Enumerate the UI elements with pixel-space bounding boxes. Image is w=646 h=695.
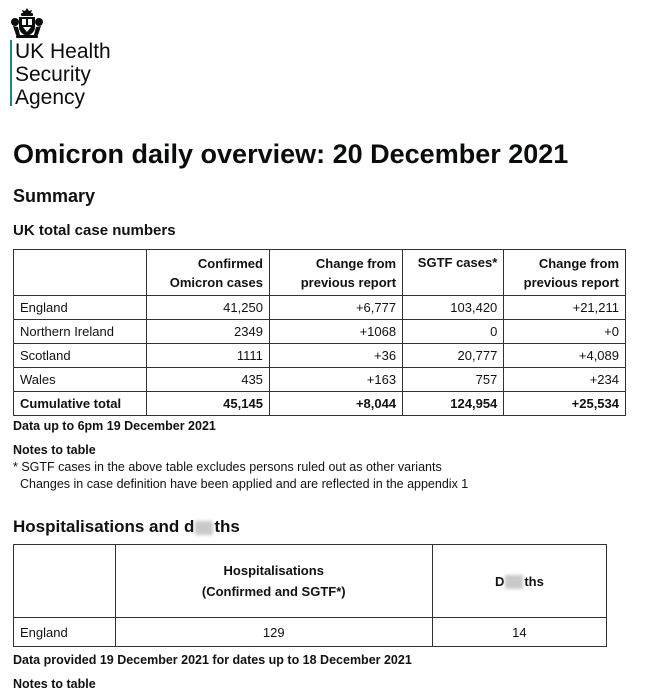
row-label: England <box>14 296 147 320</box>
hospital-heading <box>13 517 240 537</box>
col-header-hospitalisations <box>115 545 432 618</box>
cell-change1: +6,777 <box>269 296 402 320</box>
header-line: Change from <box>538 255 619 271</box>
row-label: England <box>14 618 116 647</box>
case-data-note: Data up to 6pm 19 December 2021 <box>13 419 216 433</box>
col-header-deaths-start: D <box>494 573 505 589</box>
cell-change1: +163 <box>269 368 402 392</box>
cell-sgtf: 757 <box>403 368 504 392</box>
case-note-line: Changes in case definition have been applied and are reflected in the appendix 1 <box>20 477 469 491</box>
cell-change2: +25,534 <box>504 392 626 416</box>
table-header-row <box>14 545 607 618</box>
case-numbers-heading: UK total case numbers <box>13 222 176 239</box>
case-numbers-table <box>13 249 626 416</box>
brand-accent-bar <box>10 40 12 106</box>
redaction-blur <box>195 521 213 535</box>
col-header-change2 <box>504 250 626 296</box>
col-header-sgtf: SGTF cases* <box>403 250 504 296</box>
row-label: Northern Ireland <box>14 320 147 344</box>
hospital-notes-heading: Notes to table <box>13 677 96 691</box>
cell-hospitalisations: 129 <box>115 618 432 647</box>
case-note-line: * SGTF cases in the above table excludes persons ruled out as other variants <box>13 460 442 474</box>
cell-sgtf: 103,420 <box>403 296 504 320</box>
cell-change2: +234 <box>504 368 626 392</box>
col-header-region <box>14 545 116 618</box>
brand-line: UK Health <box>15 40 111 63</box>
logo <box>10 6 44 40</box>
col-header-region <box>14 250 147 296</box>
cell-change1: +36 <box>269 344 402 368</box>
header-line: Confirmed <box>197 255 263 271</box>
cell-sgtf: 124,954 <box>403 392 504 416</box>
row-label: Cumulative total <box>14 392 147 416</box>
royal-crest-icon <box>10 6 44 40</box>
col-header-hosp-line2: (Confirmed and SGTF*) <box>201 584 346 599</box>
summary-heading: Summary <box>13 186 96 206</box>
redaction-blur <box>505 575 523 589</box>
brand-line: Security <box>15 63 91 86</box>
cell-confirmed: 45,145 <box>146 392 269 416</box>
cell-sgtf: 20,777 <box>403 344 504 368</box>
row-label: Wales <box>14 368 147 392</box>
cell-confirmed: 2349 <box>146 320 269 344</box>
table-row <box>14 344 626 368</box>
header-line: Change from <box>315 255 397 271</box>
cell-deaths: 14 <box>432 618 606 647</box>
col-header-deaths <box>432 545 606 618</box>
col-header-deaths-end: ths <box>524 573 544 589</box>
hospitalisations-table <box>13 544 607 647</box>
total-row <box>14 392 626 416</box>
cell-confirmed: 435 <box>146 368 269 392</box>
table-row <box>14 618 607 647</box>
cell-confirmed: 41,250 <box>146 296 269 320</box>
header-line: previous report <box>523 274 619 290</box>
page-title: Omicron daily overview: 20 December 2021 <box>13 139 569 169</box>
cell-change2: +21,211 <box>504 296 626 320</box>
hospital-heading-end: ths <box>214 517 240 536</box>
table-row <box>14 368 626 392</box>
cell-change1: +1068 <box>269 320 402 344</box>
table-row <box>14 296 626 320</box>
brand-name <box>15 40 111 109</box>
cell-change2: +0 <box>504 320 626 344</box>
cell-sgtf: 0 <box>403 320 504 344</box>
table-header-row <box>14 250 626 296</box>
case-notes-heading: Notes to table <box>13 443 96 457</box>
cell-change2: +4,089 <box>504 344 626 368</box>
hospital-heading-start: Hospitalisations and d <box>13 517 195 536</box>
col-header-confirmed <box>146 250 269 296</box>
col-header-hosp-line1: Hospitalisations <box>223 563 324 578</box>
header-line: previous report <box>300 274 397 290</box>
cell-change1: +8,044 <box>269 392 402 416</box>
brand-line: Agency <box>15 86 86 109</box>
hospital-data-note: Data provided 19 December 2021 for dates up to 18 December 2021 <box>13 653 412 667</box>
table-row <box>14 320 626 344</box>
col-header-change1 <box>269 250 402 296</box>
header-line: Omicron cases <box>169 274 263 290</box>
row-label: Scotland <box>14 344 147 368</box>
cell-confirmed: 1111 <box>146 344 269 368</box>
